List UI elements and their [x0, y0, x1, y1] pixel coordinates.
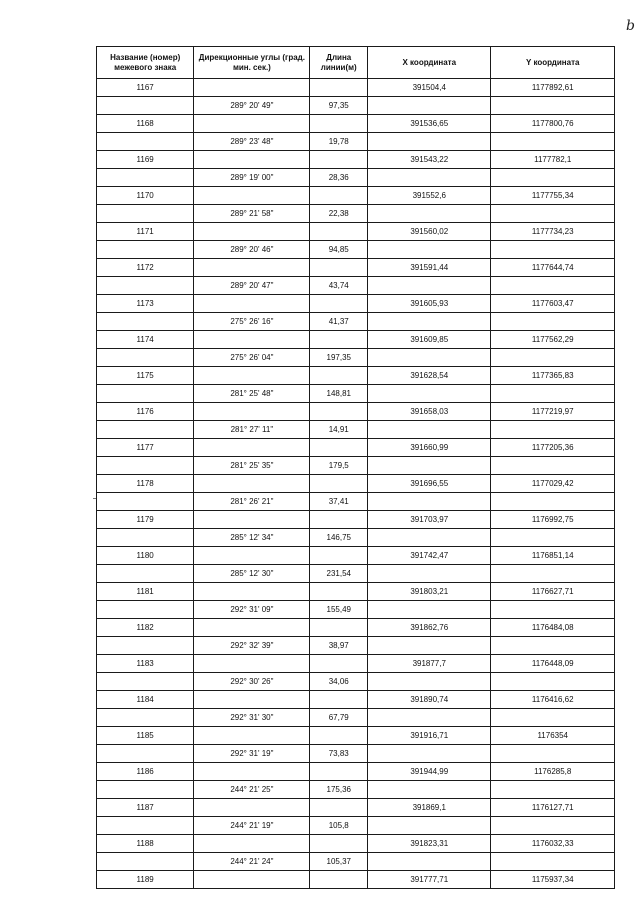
- table-row: [97, 79, 615, 97]
- x-coordinate-cell: 391916,71: [368, 727, 491, 745]
- x-coordinate-cell: [368, 817, 491, 835]
- line-length-cell: 146,75: [310, 529, 368, 547]
- bearing-cell: [194, 547, 310, 565]
- y-coordinate-cell: [491, 745, 615, 763]
- table-row: [97, 205, 615, 223]
- bearing-cell: 292° 32' 39": [194, 637, 310, 655]
- bearing-cell: [194, 763, 310, 781]
- line-length-cell: 37,41: [310, 493, 368, 511]
- y-coordinate-cell: [491, 169, 615, 187]
- bearing-cell: 289° 20' 49": [194, 97, 310, 115]
- x-coordinate-cell: 391504,4: [368, 79, 491, 97]
- y-coordinate-cell: [491, 97, 615, 115]
- marker-name-cell: 1181: [97, 583, 194, 601]
- x-coordinate-cell: 391869,1: [368, 799, 491, 817]
- line-length-cell: 155,49: [310, 601, 368, 619]
- marker-name-cell: [97, 97, 194, 115]
- x-coordinate-cell: 391660,99: [368, 439, 491, 457]
- table-row: [97, 349, 615, 367]
- line-length-cell: [310, 727, 368, 745]
- x-coordinate-cell: [368, 349, 491, 367]
- line-length-cell: [310, 259, 368, 277]
- line-length-cell: 43,74: [310, 277, 368, 295]
- table-body: [97, 79, 615, 889]
- line-length-cell: [310, 691, 368, 709]
- line-length-cell: [310, 115, 368, 133]
- x-coordinate-cell: 391777,71: [368, 871, 491, 889]
- line-length-cell: [310, 223, 368, 241]
- table-row: [97, 853, 615, 871]
- bearing-cell: [194, 331, 310, 349]
- line-length-cell: 179,5: [310, 457, 368, 475]
- bearing-cell: [194, 799, 310, 817]
- table-row: [97, 511, 615, 529]
- marker-name-cell: [97, 493, 194, 511]
- table-row: [97, 295, 615, 313]
- table-row: [97, 691, 615, 709]
- table-row: [97, 169, 615, 187]
- y-coordinate-cell: 1177800,76: [491, 115, 615, 133]
- table-row: [97, 97, 615, 115]
- bearing-cell: 275° 26' 04": [194, 349, 310, 367]
- table-row: [97, 781, 615, 799]
- marker-name-cell: 1167: [97, 79, 194, 97]
- header-y-coordinate: Y координата: [491, 47, 615, 79]
- marker-name-cell: 1170: [97, 187, 194, 205]
- marker-name-cell: 1186: [97, 763, 194, 781]
- table-row: [97, 709, 615, 727]
- marker-name-cell: [97, 565, 194, 583]
- bearing-cell: 285° 12' 34": [194, 529, 310, 547]
- bearing-cell: 281° 25' 48": [194, 385, 310, 403]
- bearing-cell: 281° 26' 21": [194, 493, 310, 511]
- line-length-cell: [310, 439, 368, 457]
- marker-name-cell: 1180: [97, 547, 194, 565]
- y-coordinate-cell: 1177755,34: [491, 187, 615, 205]
- marker-name-cell: 1172: [97, 259, 194, 277]
- bearing-cell: 292° 30' 26": [194, 673, 310, 691]
- table-row: [97, 313, 615, 331]
- marker-name-cell: [97, 241, 194, 259]
- line-length-cell: 148,81: [310, 385, 368, 403]
- line-length-cell: [310, 367, 368, 385]
- bearing-cell: [194, 115, 310, 133]
- marker-name-cell: 1175: [97, 367, 194, 385]
- marker-name-cell: 1176: [97, 403, 194, 421]
- x-coordinate-cell: [368, 853, 491, 871]
- marker-name-cell: 1185: [97, 727, 194, 745]
- line-length-cell: 197,35: [310, 349, 368, 367]
- x-coordinate-cell: [368, 97, 491, 115]
- line-length-cell: [310, 547, 368, 565]
- line-length-cell: [310, 655, 368, 673]
- marker-name-cell: [97, 205, 194, 223]
- x-coordinate-cell: [368, 385, 491, 403]
- y-coordinate-cell: 1176627,71: [491, 583, 615, 601]
- bearing-cell: 289° 21' 58": [194, 205, 310, 223]
- y-coordinate-cell: 1176851,14: [491, 547, 615, 565]
- bearing-cell: 275° 26' 16": [194, 313, 310, 331]
- table-row: [97, 871, 615, 889]
- x-coordinate-cell: [368, 133, 491, 151]
- line-length-cell: 34,06: [310, 673, 368, 691]
- line-length-cell: 41,37: [310, 313, 368, 331]
- line-length-cell: [310, 331, 368, 349]
- bearing-cell: [194, 223, 310, 241]
- bearing-cell: 281° 27' 11": [194, 421, 310, 439]
- line-length-cell: [310, 799, 368, 817]
- table-row: [97, 655, 615, 673]
- y-coordinate-cell: 1176484,08: [491, 619, 615, 637]
- line-length-cell: 231,54: [310, 565, 368, 583]
- line-length-cell: 38,97: [310, 637, 368, 655]
- y-coordinate-cell: 1177365,83: [491, 367, 615, 385]
- table-row: [97, 259, 615, 277]
- table-row: [97, 745, 615, 763]
- y-coordinate-cell: [491, 457, 615, 475]
- x-coordinate-cell: [368, 637, 491, 655]
- bearing-cell: 281° 25' 35": [194, 457, 310, 475]
- y-coordinate-cell: [491, 709, 615, 727]
- x-coordinate-cell: [368, 565, 491, 583]
- table-row: [97, 637, 615, 655]
- line-length-cell: 67,79: [310, 709, 368, 727]
- bearing-cell: [194, 79, 310, 97]
- marker-name-cell: 1173: [97, 295, 194, 313]
- marker-name-cell: 1179: [97, 511, 194, 529]
- y-coordinate-cell: [491, 493, 615, 511]
- line-length-cell: 73,83: [310, 745, 368, 763]
- x-coordinate-cell: [368, 493, 491, 511]
- marker-name-cell: [97, 637, 194, 655]
- x-coordinate-cell: 391823,31: [368, 835, 491, 853]
- line-length-cell: 28,36: [310, 169, 368, 187]
- x-coordinate-cell: 391742,47: [368, 547, 491, 565]
- y-coordinate-cell: [491, 313, 615, 331]
- marker-name-cell: 1189: [97, 871, 194, 889]
- y-coordinate-cell: 1176032,33: [491, 835, 615, 853]
- bearing-cell: [194, 367, 310, 385]
- x-coordinate-cell: 391609,85: [368, 331, 491, 349]
- marker-name-cell: [97, 169, 194, 187]
- y-coordinate-cell: [491, 529, 615, 547]
- table-row: [97, 385, 615, 403]
- line-length-cell: [310, 295, 368, 313]
- table-row: [97, 439, 615, 457]
- bearing-cell: [194, 835, 310, 853]
- marker-name-cell: 1177: [97, 439, 194, 457]
- marker-name-cell: [97, 385, 194, 403]
- table-row: [97, 835, 615, 853]
- y-coordinate-cell: [491, 277, 615, 295]
- table-row: [97, 673, 615, 691]
- bearing-cell: 289° 23' 48": [194, 133, 310, 151]
- y-coordinate-cell: 1176354: [491, 727, 615, 745]
- y-coordinate-cell: [491, 385, 615, 403]
- marker-name-cell: 1184: [97, 691, 194, 709]
- header-marker-name: Название (номер) межевого знака: [97, 47, 194, 79]
- x-coordinate-cell: [368, 205, 491, 223]
- x-coordinate-cell: [368, 277, 491, 295]
- y-coordinate-cell: 1176285,8: [491, 763, 615, 781]
- line-length-cell: [310, 151, 368, 169]
- bearing-cell: 244° 21' 19": [194, 817, 310, 835]
- line-length-cell: [310, 763, 368, 781]
- x-coordinate-cell: 391628,54: [368, 367, 491, 385]
- x-coordinate-cell: [368, 745, 491, 763]
- line-length-cell: [310, 511, 368, 529]
- bearing-cell: [194, 151, 310, 169]
- y-coordinate-cell: [491, 853, 615, 871]
- x-coordinate-cell: [368, 781, 491, 799]
- x-coordinate-cell: [368, 529, 491, 547]
- table-row: [97, 727, 615, 745]
- table-row: [97, 457, 615, 475]
- x-coordinate-cell: [368, 241, 491, 259]
- x-coordinate-cell: [368, 169, 491, 187]
- y-coordinate-cell: 1177029,42: [491, 475, 615, 493]
- y-coordinate-cell: 1177603,47: [491, 295, 615, 313]
- line-length-cell: [310, 79, 368, 97]
- y-coordinate-cell: 1176416,62: [491, 691, 615, 709]
- y-coordinate-cell: 1176127,71: [491, 799, 615, 817]
- bearing-cell: 292° 31' 19": [194, 745, 310, 763]
- marker-name-cell: [97, 601, 194, 619]
- marker-name-cell: [97, 673, 194, 691]
- bearing-cell: 289° 20' 47": [194, 277, 310, 295]
- line-length-cell: 97,35: [310, 97, 368, 115]
- marker-name-cell: [97, 817, 194, 835]
- bearing-cell: [194, 187, 310, 205]
- bearing-cell: [194, 871, 310, 889]
- table-row: [97, 763, 615, 781]
- y-coordinate-cell: [491, 817, 615, 835]
- line-length-cell: 94,85: [310, 241, 368, 259]
- x-coordinate-cell: 391536,65: [368, 115, 491, 133]
- table-row: [97, 187, 615, 205]
- table-row: [97, 241, 615, 259]
- header-bearing: Дирекционные углы (град. мин. сек.): [194, 47, 310, 79]
- y-coordinate-cell: 1176992,75: [491, 511, 615, 529]
- bearing-cell: [194, 619, 310, 637]
- marker-name-cell: [97, 277, 194, 295]
- table-header: [97, 47, 615, 79]
- table-row: [97, 583, 615, 601]
- table-row: [97, 151, 615, 169]
- x-coordinate-cell: 391696,55: [368, 475, 491, 493]
- x-coordinate-cell: 391560,02: [368, 223, 491, 241]
- marker-name-cell: [97, 349, 194, 367]
- table-row: [97, 133, 615, 151]
- table-row: [97, 529, 615, 547]
- x-coordinate-cell: 391877,7: [368, 655, 491, 673]
- table-row: [97, 223, 615, 241]
- marker-name-cell: 1174: [97, 331, 194, 349]
- bearing-cell: [194, 295, 310, 313]
- x-coordinate-cell: 391658,03: [368, 403, 491, 421]
- marker-name-cell: [97, 313, 194, 331]
- table-row: [97, 601, 615, 619]
- table-row: [97, 331, 615, 349]
- y-coordinate-cell: 1177892,61: [491, 79, 615, 97]
- x-coordinate-cell: [368, 457, 491, 475]
- header-line-length: Длина линии(м): [310, 47, 368, 79]
- line-length-cell: [310, 475, 368, 493]
- line-length-cell: 19,78: [310, 133, 368, 151]
- y-coordinate-cell: 1177219,97: [491, 403, 615, 421]
- bearing-cell: 292° 31' 30": [194, 709, 310, 727]
- bearing-cell: 244° 21' 25": [194, 781, 310, 799]
- marker-name-cell: 1187: [97, 799, 194, 817]
- y-coordinate-cell: [491, 205, 615, 223]
- x-coordinate-cell: 391862,76: [368, 619, 491, 637]
- x-coordinate-cell: 391890,74: [368, 691, 491, 709]
- marker-name-cell: [97, 529, 194, 547]
- bearing-cell: 244° 21' 24": [194, 853, 310, 871]
- bearing-cell: [194, 259, 310, 277]
- line-length-cell: 22,38: [310, 205, 368, 223]
- bearing-cell: [194, 403, 310, 421]
- x-coordinate-cell: 391944,99: [368, 763, 491, 781]
- table-row: [97, 799, 615, 817]
- bearing-cell: 289° 20' 46": [194, 241, 310, 259]
- table-row: [97, 421, 615, 439]
- line-length-cell: [310, 583, 368, 601]
- line-length-cell: [310, 403, 368, 421]
- bearing-cell: [194, 511, 310, 529]
- bearing-cell: [194, 475, 310, 493]
- bearing-cell: [194, 691, 310, 709]
- line-length-cell: 105,37: [310, 853, 368, 871]
- bearing-cell: [194, 439, 310, 457]
- x-coordinate-cell: [368, 313, 491, 331]
- table-row: [97, 493, 615, 511]
- y-coordinate-cell: 1177562,29: [491, 331, 615, 349]
- table-row: [97, 403, 615, 421]
- marker-name-cell: [97, 457, 194, 475]
- marker-name-cell: 1182: [97, 619, 194, 637]
- y-coordinate-cell: 1177205,36: [491, 439, 615, 457]
- x-coordinate-cell: 391803,21: [368, 583, 491, 601]
- y-coordinate-cell: 1175937,34: [491, 871, 615, 889]
- x-coordinate-cell: 391543,22: [368, 151, 491, 169]
- marker-name-cell: [97, 709, 194, 727]
- line-length-cell: 14,91: [310, 421, 368, 439]
- page-number-mark: b: [626, 18, 635, 34]
- marker-name-cell: 1178: [97, 475, 194, 493]
- bearing-cell: [194, 727, 310, 745]
- bearing-cell: [194, 655, 310, 673]
- line-length-cell: 175,36: [310, 781, 368, 799]
- marker-name-cell: [97, 421, 194, 439]
- y-coordinate-cell: [491, 565, 615, 583]
- y-coordinate-cell: 1176448,09: [491, 655, 615, 673]
- x-coordinate-cell: 391591,44: [368, 259, 491, 277]
- x-coordinate-cell: [368, 421, 491, 439]
- table-row: [97, 277, 615, 295]
- bearing-cell: [194, 583, 310, 601]
- bearing-cell: 289° 19' 00": [194, 169, 310, 187]
- y-coordinate-cell: [491, 349, 615, 367]
- table-row: [97, 547, 615, 565]
- y-coordinate-cell: [491, 637, 615, 655]
- y-coordinate-cell: [491, 781, 615, 799]
- table-row: [97, 619, 615, 637]
- x-coordinate-cell: [368, 709, 491, 727]
- y-coordinate-cell: [491, 673, 615, 691]
- y-coordinate-cell: [491, 601, 615, 619]
- table-row: [97, 817, 615, 835]
- bearing-cell: 285° 12' 30": [194, 565, 310, 583]
- bearing-cell: 292° 31' 09": [194, 601, 310, 619]
- header-x-coordinate: X координата: [368, 47, 491, 79]
- marker-name-cell: [97, 853, 194, 871]
- marker-name-cell: [97, 745, 194, 763]
- line-length-cell: [310, 187, 368, 205]
- x-coordinate-cell: 391552,6: [368, 187, 491, 205]
- y-coordinate-cell: [491, 133, 615, 151]
- y-coordinate-cell: 1177782,1: [491, 151, 615, 169]
- x-coordinate-cell: 391703,97: [368, 511, 491, 529]
- table-row: [97, 367, 615, 385]
- marker-name-cell: 1168: [97, 115, 194, 133]
- y-coordinate-cell: 1177734,23: [491, 223, 615, 241]
- x-coordinate-cell: [368, 601, 491, 619]
- header-row: [97, 47, 615, 79]
- line-length-cell: [310, 835, 368, 853]
- table-row: [97, 475, 615, 493]
- y-coordinate-cell: [491, 421, 615, 439]
- line-length-cell: 105,8: [310, 817, 368, 835]
- x-coordinate-cell: 391605,93: [368, 295, 491, 313]
- marker-name-cell: [97, 781, 194, 799]
- y-coordinate-cell: [491, 241, 615, 259]
- x-coordinate-cell: [368, 673, 491, 691]
- table-row: [97, 115, 615, 133]
- marker-name-cell: [97, 133, 194, 151]
- marker-name-cell: 1169: [97, 151, 194, 169]
- marker-name-cell: 1188: [97, 835, 194, 853]
- y-coordinate-cell: 1177644,74: [491, 259, 615, 277]
- marker-name-cell: 1171: [97, 223, 194, 241]
- table-row: [97, 565, 615, 583]
- marker-name-cell: 1183: [97, 655, 194, 673]
- boundary-coordinates-table: [96, 46, 615, 889]
- line-length-cell: [310, 871, 368, 889]
- line-length-cell: [310, 619, 368, 637]
